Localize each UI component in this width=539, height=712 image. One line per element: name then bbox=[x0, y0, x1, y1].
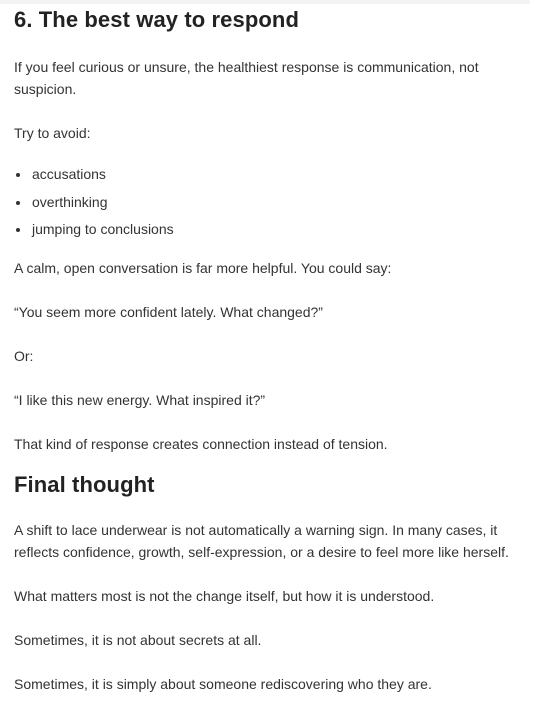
section-heading-respond: 6. The best way to respond bbox=[14, 7, 299, 32]
paragraph-lace-shift: A shift to lace underwear is not automatically a warning sign. In many cases, it reflects confidence, growth, self-expression, or a desire to feel more like herself. bbox=[14, 522, 509, 560]
paragraph-connection: That kind of response creates connection instead of tension. bbox=[14, 436, 388, 452]
paragraph-or: Or: bbox=[14, 348, 34, 364]
avoid-list bbox=[14, 163, 529, 240]
list-item: overthinking bbox=[14, 191, 529, 213]
paragraph-try-to-avoid: Try to avoid: bbox=[14, 125, 91, 141]
section-heading-final-thought: Final thought bbox=[14, 472, 155, 497]
article-body bbox=[14, 0, 529, 695]
paragraph-not-secrets: Sometimes, it is not about secrets at all. bbox=[14, 632, 262, 648]
quote-new-energy: “I like this new energy. What inspired it?” bbox=[14, 392, 266, 408]
paragraph-what-matters: What matters most is not the change itself, but how it is understood. bbox=[14, 588, 435, 604]
paragraph-intro: If you feel curious or unsure, the healthiest response is communication, not suspicion. bbox=[14, 59, 479, 97]
quote-confident: “You seem more confident lately. What changed?” bbox=[14, 304, 323, 320]
paragraph-rediscovering: Sometimes, it is simply about someone rediscovering who they are. bbox=[14, 676, 432, 692]
paragraph-calm-conversation: A calm, open conversation is far more helpful. You could say: bbox=[14, 260, 392, 276]
list-item: accusations bbox=[14, 163, 529, 185]
list-item: jumping to conclusions bbox=[14, 218, 529, 240]
